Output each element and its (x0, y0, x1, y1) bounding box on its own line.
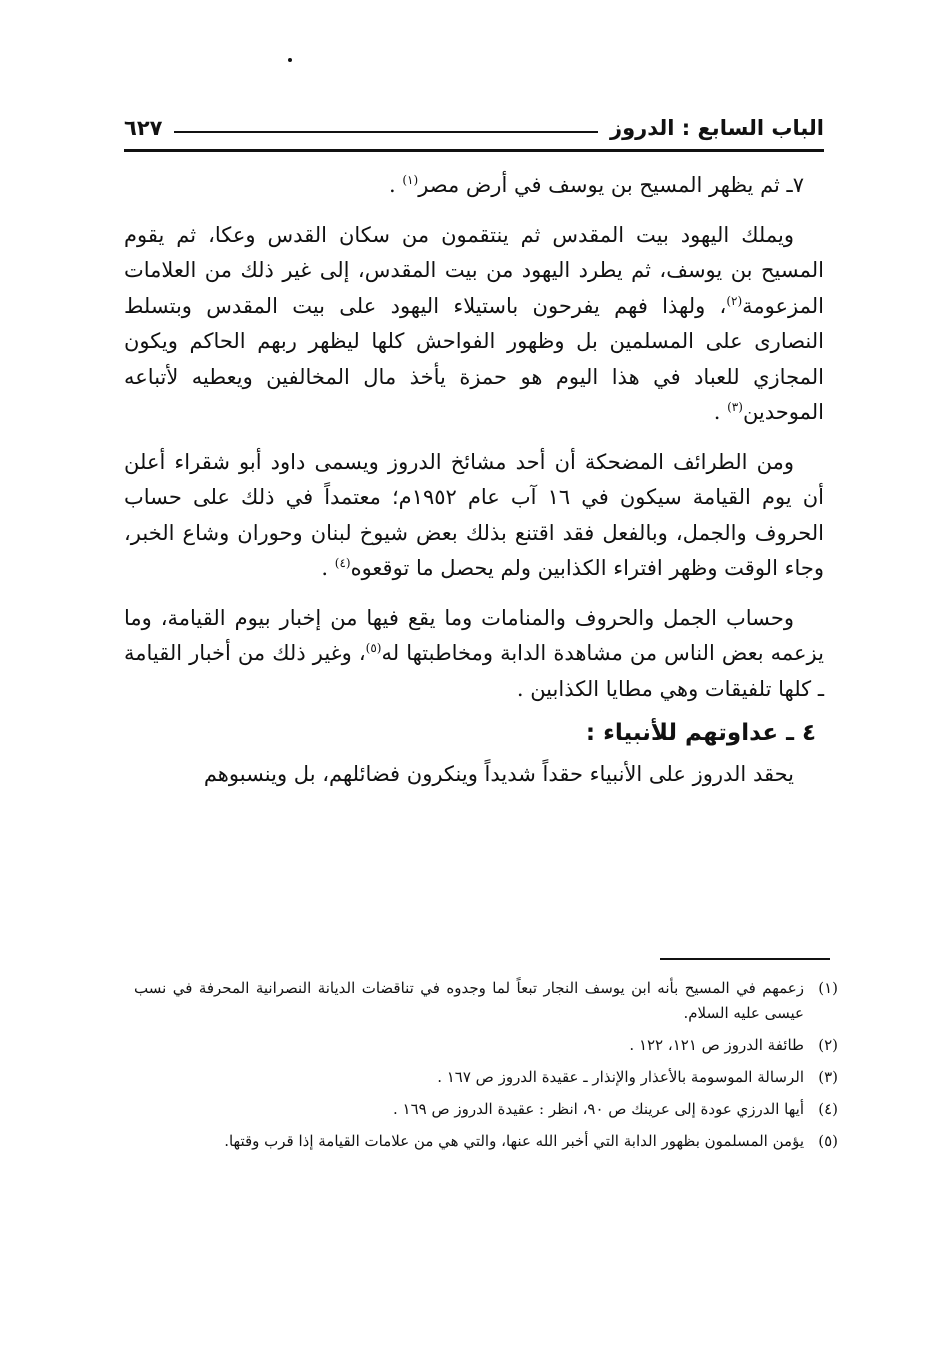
header-rule (124, 149, 824, 152)
footnote-number: (٢) (818, 1036, 838, 1054)
footnote-ref-4: (٤) (334, 556, 351, 570)
footnote-ref-2: (٢) (726, 293, 743, 308)
section-heading: ٤ ـ عداوتهم للأنبياء : (585, 720, 816, 746)
footnote-text: أيها الدرزي عودة إلى عرينك ص ٩٠، انظر : عقيدة الدروز ص ١٦٩ . (392, 1100, 804, 1118)
footnote-text: الرسالة الموسومة بالأعذار والإنذار ـ عقيدة الدروز ص ١٦٧ . (437, 1068, 804, 1086)
footnotes (134, 976, 838, 1161)
footnote-text: زعمهم في المسيح بأنه ابن يوسف النجار تبعاً لما وجدوه في تناقضات الديانة النصرانية المحرفة في نسب عيسى عليه السلام. (134, 979, 804, 1022)
footnote-text: طائفة الدروز ص ١٢١، ١٢٢ . (629, 1036, 804, 1054)
footnote-number: (٤) (818, 1100, 838, 1118)
footnote-number: (٣) (818, 1068, 838, 1086)
footnote-rule (660, 958, 830, 960)
header-line (174, 131, 598, 133)
footnote-5 (134, 1129, 838, 1154)
footnote-4 (134, 1097, 838, 1122)
footnote-ref-5: (٥) (365, 641, 382, 655)
running-header (124, 108, 824, 148)
page-speck (288, 58, 292, 62)
paragraph-abu-shaqra: ومن الطرائف المضحكة أن أحد مشائخ الدروز ويسمى داود أبو شقراء أعلن أن يوم القيامة سيكون في ١٦ آب عام ١٩٥٢م؛ معتمداً في ذلك على حساب الحروف والجمل، وبالفعل فقد اقتنع بذلك بعض شيوخ لبنان وحوران وشاع الخبر، وجاء الوقت وظهر افتراء الكذابين ولم يحصل ما توقعوه$^{(٤)}$ . (124, 449, 824, 580)
footnote-number: (٥) (818, 1132, 838, 1150)
footnote-ref-3: (٣) (727, 400, 743, 414)
footnote-3 (134, 1065, 838, 1090)
footnote-number: (١) (818, 979, 838, 997)
chapter-title: الباب السابع : الدروز (610, 116, 824, 140)
footnote-2 (134, 1033, 838, 1058)
main-text (124, 168, 824, 793)
paragraph-calculation: وحساب الجمل والحروف والمنامات وما يقع فيها من إخبار بيوم القيامة، وما يزعمه بعض الناس من مشاهدة الدابة ومخاطبتها له$^{(٥)}$، وغير ذلك من أخبار القيامة ـ كلها تلفيقات وهي مطايا الكذابين . (124, 605, 824, 701)
footnote-ref-1: (١) (402, 173, 419, 187)
page-number: ٦٢٧ (124, 116, 163, 140)
footnote-1 (134, 976, 838, 1026)
paragraph-jews-jerusalem: ويملك اليهود بيت المقدس ثم ينتقمون من سكان القدس وعكا، ثم يقوم المسيح بن يوسف، ثم يطرد اليهود من بيت المقدس، إلى غير ذلك من العلامات المزعومة$^{(٢)}$، ولهذا فهم يفرحون باستيلاء اليهود على بيت المقدس وبتسلط النصارى على المسلمين بل وظهور الفواحش كلها ليظهر ربهم الحاكم ويكون المجازي للعباد في هذا اليوم هو حمزة يأخذ مال المخالفين ويعطيه لأتباعه الموحدين$^{(٣)}$ . (124, 222, 824, 424)
paragraph-7: ٧ـ ثم يظهر المسيح بن يوسف في أرض مصر$^{(١)}$ . (389, 173, 804, 197)
footnote-text: يؤمن المسلمون بظهور الدابة التي أخبر الله عنها، والتي هي من علامات القيامة إذا قرب وقتها. (224, 1132, 804, 1150)
paragraph-prophets: يحقد الدروز على الأنبياء حقداً شديداً وينكرون فضائلهم، بل وينسبوهم (203, 762, 794, 786)
